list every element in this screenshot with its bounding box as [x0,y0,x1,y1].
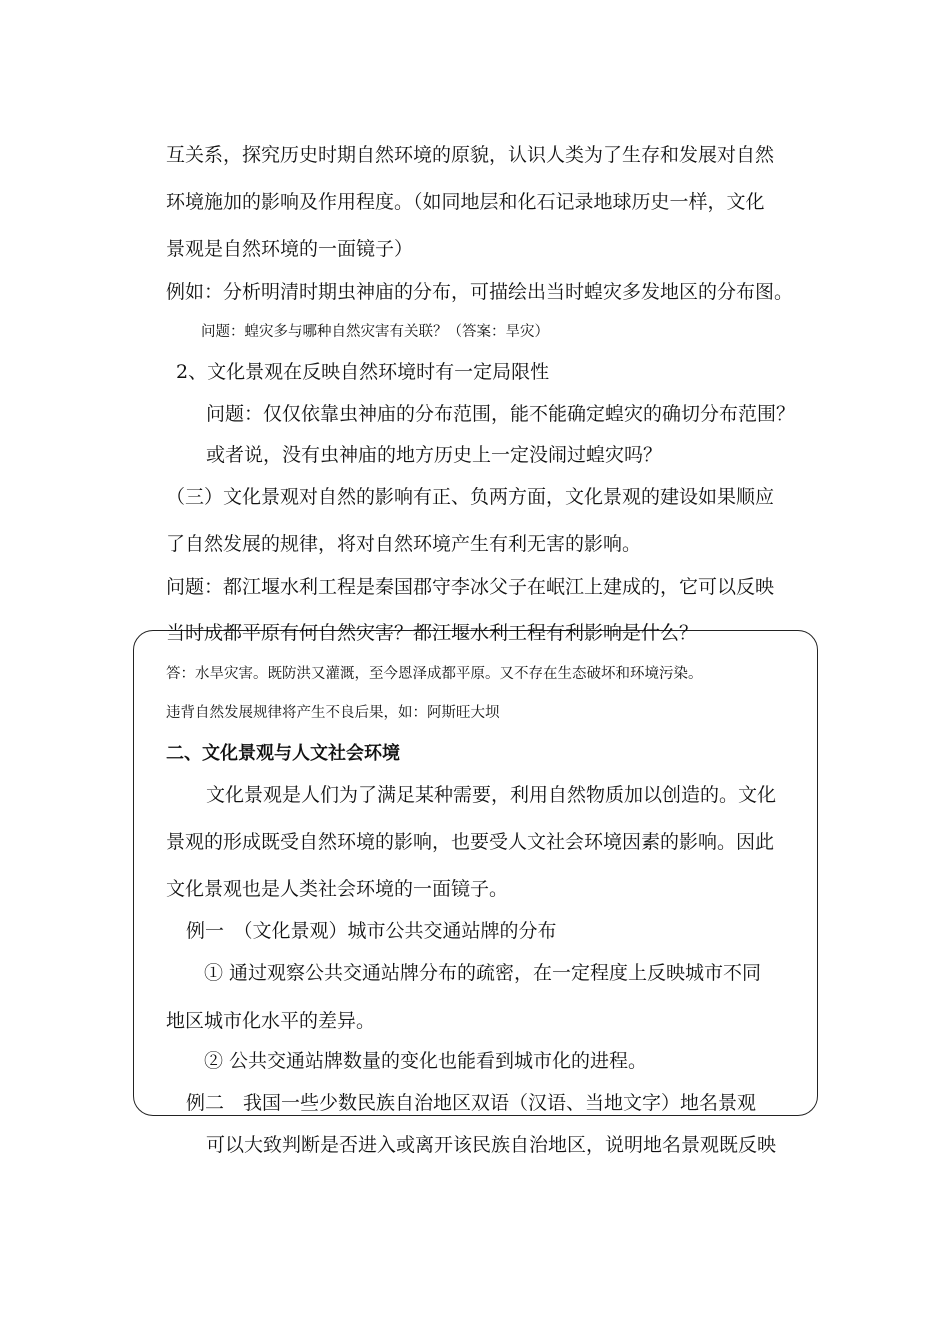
point3-line: （三）文化景观对自然的影响有正、负两方面，文化景观的建设如果顺应 [166,486,775,508]
violation-note: 违背自然发展规律将产生不良后果，如：阿斯旺大坝 [166,705,500,721]
example-pest-temple: 例如：分析明清时期虫神庙的分布，可描绘出当时蝗灾多发地区的分布图。 [166,281,794,303]
question-limit-line: 或者说，没有虫神庙的地方历史上一定没闹过蝗灾吗？ [206,444,663,466]
paragraph-line: 景观是自然环境的一面镜子） [166,238,414,260]
question-dujiangyan-line: 当时成都平原有何自然灾害？都江堰水利工程有利影响是什么？ [166,622,699,644]
section2-line: 景观的形成既受自然环境的影响，也要受人文社会环境因素的影响。因此 [166,831,775,853]
paragraph-line: 互关系，探究历史时期自然环境的原貌，认识人类为了生存和发展对自然 [166,144,775,166]
question-limit-line: 问题：仅仅依靠虫神庙的分布范围，能不能确定蝗灾的确切分布范围？ [206,403,796,425]
point3-line: 了自然发展的规律，将对自然环境产生有利无害的影响。 [166,533,642,555]
rounded-frame [133,630,818,1116]
example1-item-line: ① 通过观察公共交通站牌分布的疏密，在一定程度上反映城市不同 [204,962,762,984]
example1-item-line: 地区城市化水平的差异。 [166,1010,376,1032]
point2-title: 2、文化景观在反映自然环境时有一定局限性 [176,361,550,383]
section2-line: 文化景观是人们为了满足某种需要，利用自然物质加以创造的。文化 [206,784,777,806]
example2-line: 可以大致判断是否进入或离开该民族自治地区，说明地名景观既反映 [206,1134,777,1156]
question-locust: 问题：蝗灾多与哪种自然灾害有关联？（答案：旱灾） [201,324,549,340]
paragraph-line: 环境施加的影响及作用程度。（如同地层和化石记录地球历史一样，文化 [166,191,765,213]
example2-title: 例二 我国一些少数民族自治地区双语（汉语、当地文字）地名景观 [186,1092,757,1114]
example1-item2: ② 公共交通站牌数量的变化也能看到城市化的进程。 [204,1050,648,1072]
question-dujiangyan-line: 问题：都江堰水利工程是秦国郡守李冰父子在岷江上建成的，它可以反映 [166,576,775,598]
section-heading: 二、文化景观与人文社会环境 [166,743,400,764]
section2-line: 文化景观也是人类社会环境的一面镜子。 [166,878,509,900]
answer-dujiangyan: 答：水旱灾害。既防洪又灌溉，至今恩泽成都平原。又不存在生态破坏和环境污染。 [166,666,703,682]
example1-title: 例一 （文化景观）城市公共交通站牌的分布 [186,920,557,942]
